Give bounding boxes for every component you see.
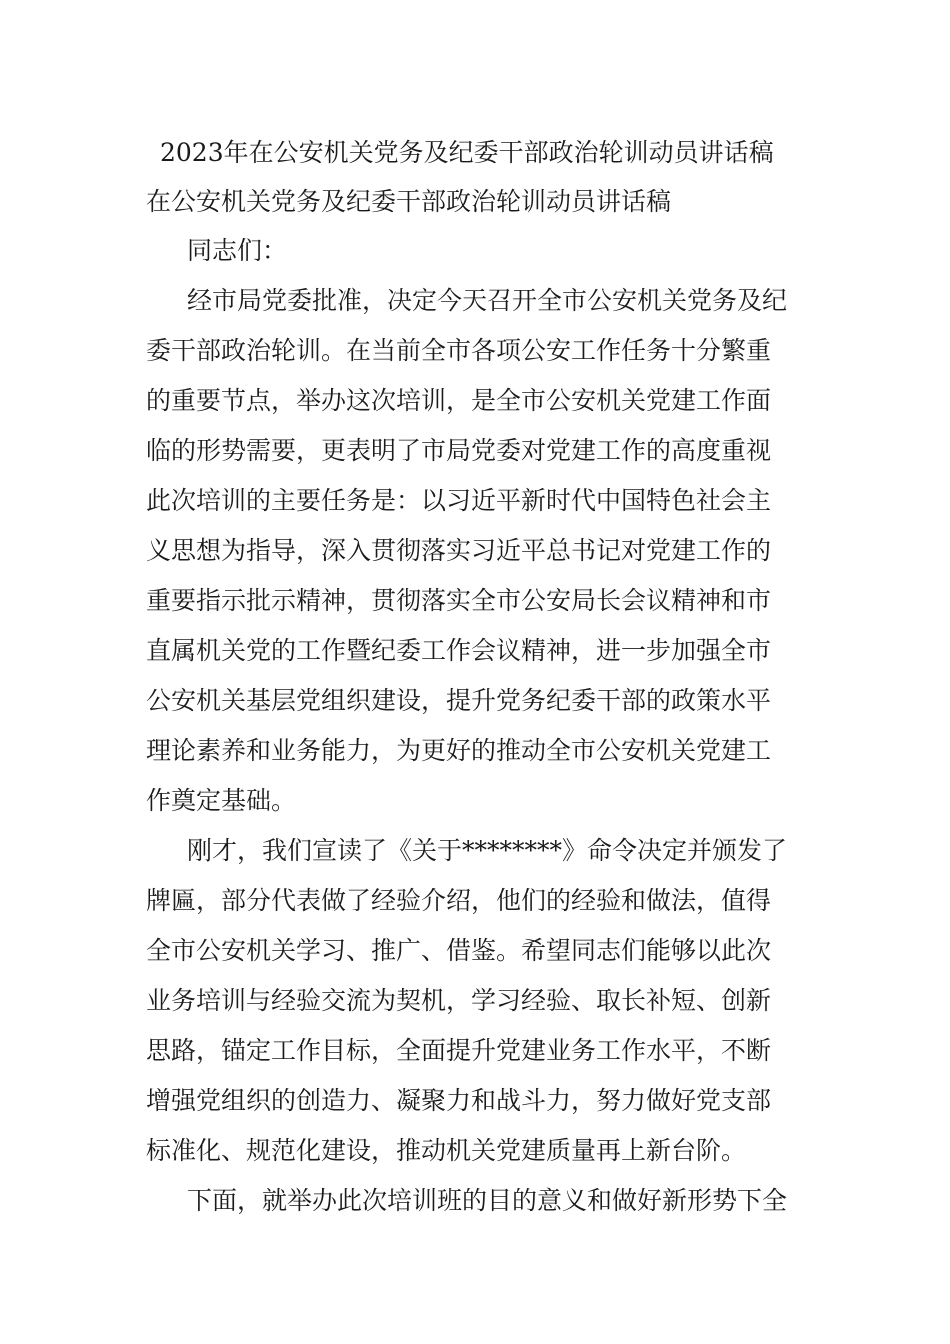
text-line: 业务培训与经验交流为契机，学习经验、取长补短、创新 (146, 986, 772, 1015)
text-line: 公安机关基层党组织建设，提升党务纪委干部的政策水平 (146, 686, 772, 715)
text-line: 全市公安机关学习、推广、借鉴。希望同志们能够以此次 (146, 936, 772, 965)
text-line: 经市局党委批准，决定今天召开全市公安机关党务及纪 (187, 286, 788, 315)
text-line: 思路，锚定工作目标，全面提升党建业务工作水平，不断 (146, 1036, 772, 1065)
text-line: 委干部政治轮训。在当前全市各项公安工作任务十分繁重 (146, 336, 772, 365)
text-line: 临的形势需要，更表明了市局党委对党建工作的高度重视 (146, 436, 772, 465)
text-line: 增强党组织的创造力、凝聚力和战斗力，努力做好党支部 (146, 1086, 772, 1115)
text-line: 作奠定基础。 (146, 786, 297, 815)
text-line: 标准化、规范化建设，推动机关党建质量再上新台阶。 (146, 1136, 747, 1165)
text-line: 义思想为指导，深入贯彻落实习近平总书记对党建工作的 (146, 536, 772, 565)
text-line: 刚才，我们宣读了《关于********》命令决定并颁发了 (187, 836, 788, 865)
text-line: 下面，就举办此次培训班的目的意义和做好新形势下全 (187, 1186, 788, 1215)
text-line: 重要指示批示精神，贯彻落实全市公安局长会议精神和市 (146, 586, 772, 615)
text-line: 牌匾，部分代表做了经验介绍，他们的经验和做法，值得 (146, 886, 772, 915)
text-line: 的重要节点，举办这次培训，是全市公安机关党建工作面 (146, 386, 772, 415)
salutation: 同志们： (187, 236, 288, 265)
document-title: 2023年在公安机关党务及纪委干部政治轮训动员讲话稿 (160, 138, 774, 167)
text-line: 直属机关党的工作暨纪委工作会议精神，进一步加强全市 (146, 636, 772, 665)
document-subtitle: 在公安机关党务及纪委干部政治轮训动员讲话稿 (146, 187, 672, 216)
text-line: 此次培训的主要任务是：以习近平新时代中国特色社会主 (146, 486, 772, 515)
text-line: 理论素养和业务能力，为更好的推动全市公安机关党建工 (146, 736, 772, 765)
